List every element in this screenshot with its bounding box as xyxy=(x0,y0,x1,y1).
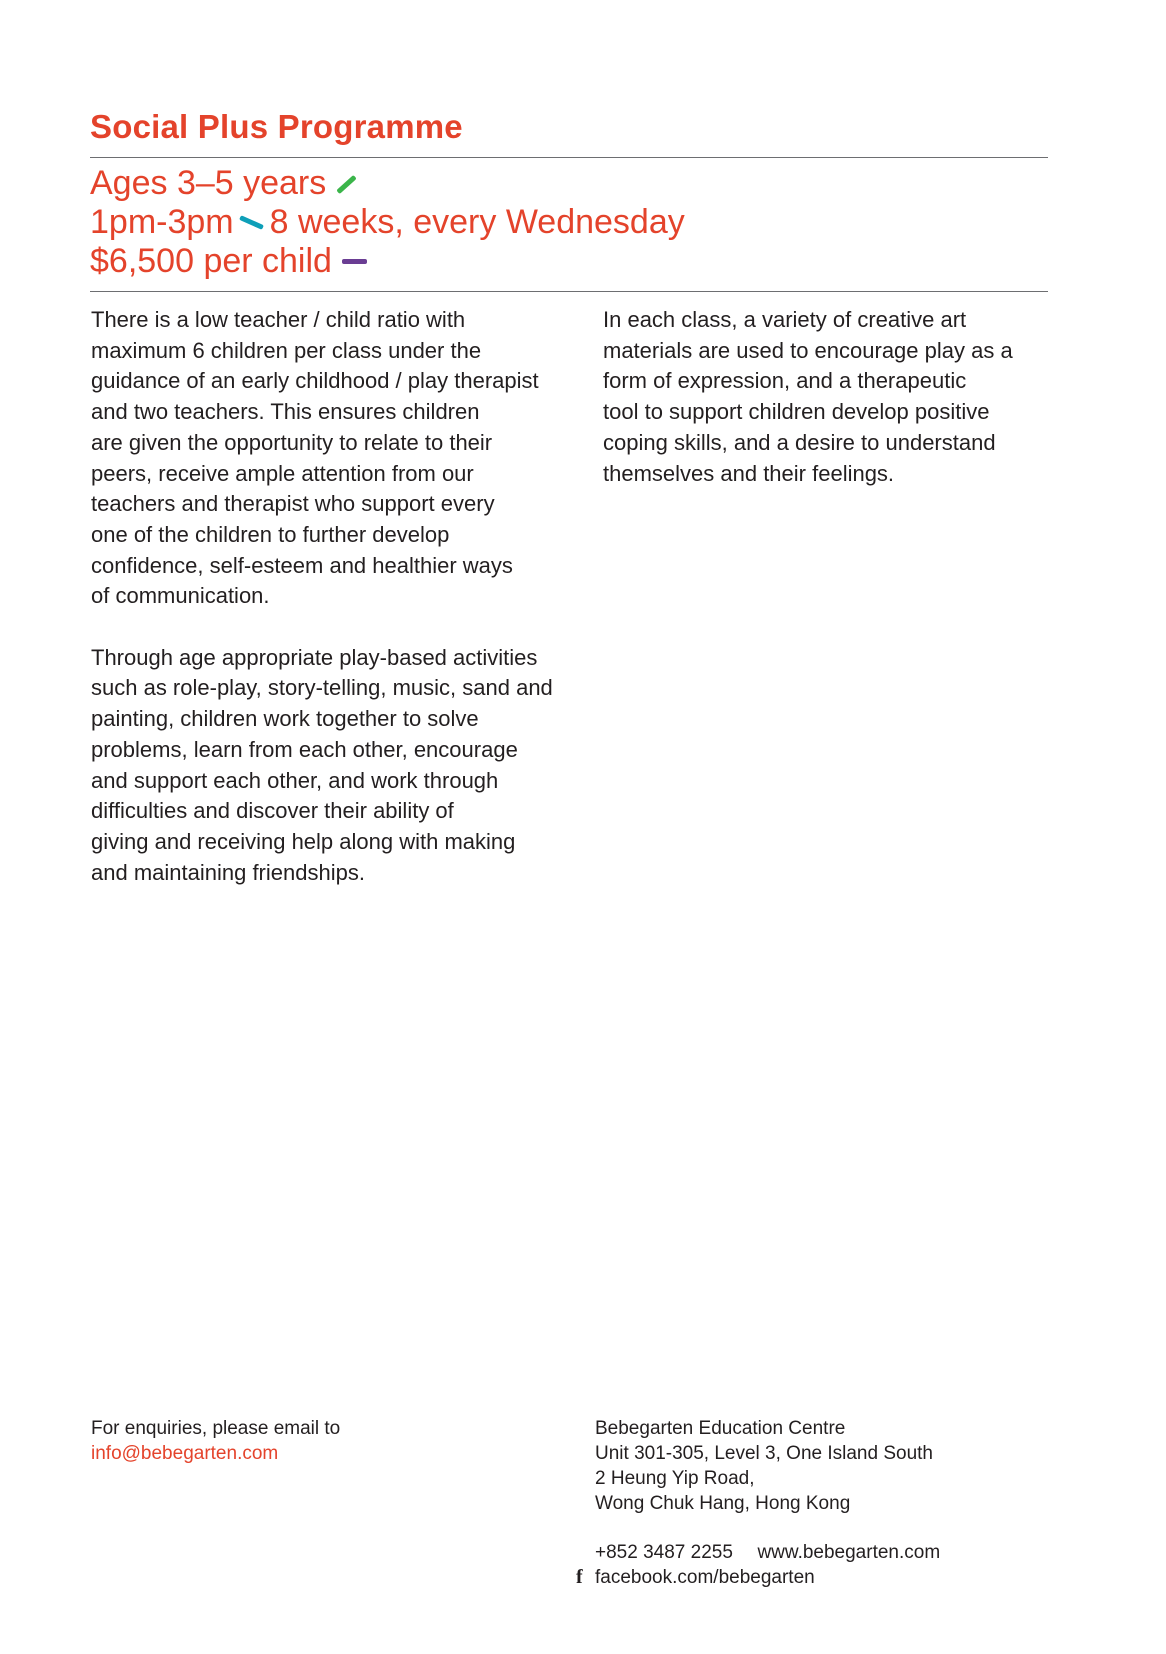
phone-number[interactable]: +852 3487 2255 xyxy=(595,1542,733,1563)
price-line xyxy=(90,242,685,281)
price-text: $6,500 per child xyxy=(90,242,332,280)
address-line: Wong Chuk Hang, Hong Kong xyxy=(595,1493,851,1514)
body-paragraph: There is a low teacher / child ratio with maximum 6 children per class under the guidance of an early childhood / play therapist and two teachers. This ensures children are given the opportunity to relate to their peers, receive ample attention from our teachers and therapist who support every one of the children to further develop confidence, self-esteem and healthier ways of communication. xyxy=(91,307,539,609)
body-paragraph: Through age appropriate play-based activities such as role-play, story-telling, music, sand and painting, children work together to solve problems, learn from each other, encourage and support each other, and work through difficulties and discover their ability of giving and receiving help along with making and maintaining friendships. xyxy=(91,644,553,885)
top-divider xyxy=(90,157,1048,158)
left-column xyxy=(91,305,571,888)
website-link[interactable]: www.bebegarten.com xyxy=(757,1542,941,1563)
ages-line xyxy=(90,164,685,203)
address-block xyxy=(576,1416,941,1590)
address-line: Bebegarten Education Centre xyxy=(595,1418,846,1439)
programme-meta xyxy=(90,164,685,281)
enquiry-block xyxy=(91,1416,340,1466)
contact-line xyxy=(595,1540,940,1565)
enquiry-text: For enquiries, please email to xyxy=(91,1418,341,1439)
address-line: Unit 301-305, Level 3, One Island South xyxy=(595,1443,934,1464)
duration-text: 8 weeks, every Wednesday xyxy=(269,203,685,241)
body-paragraph: In each class, a variety of creative art materials are used to encourage play as a form of expression, and a therapeutic tool to support children develop positive coping skills, and a desire to understand themselves and their feelings. xyxy=(603,307,1013,486)
teal-dash-icon xyxy=(239,215,264,230)
time-text: 1pm-3pm xyxy=(90,203,234,241)
page-title: Social Plus Programme xyxy=(90,108,463,145)
schedule-line xyxy=(90,203,685,242)
purple-dash-icon xyxy=(342,259,367,264)
bottom-divider xyxy=(90,291,1048,292)
ages-text: Ages 3–5 years xyxy=(90,164,327,202)
facebook-icon: f xyxy=(576,1566,583,1588)
right-column xyxy=(603,305,1048,489)
address-line: 2 Heung Yip Road, xyxy=(595,1468,755,1489)
email-link[interactable]: info@bebegarten.com xyxy=(91,1443,279,1464)
facebook-link[interactable]: facebook.com/bebegarten xyxy=(595,1567,815,1588)
facebook-line xyxy=(576,1565,940,1590)
green-dash-icon xyxy=(337,175,357,194)
